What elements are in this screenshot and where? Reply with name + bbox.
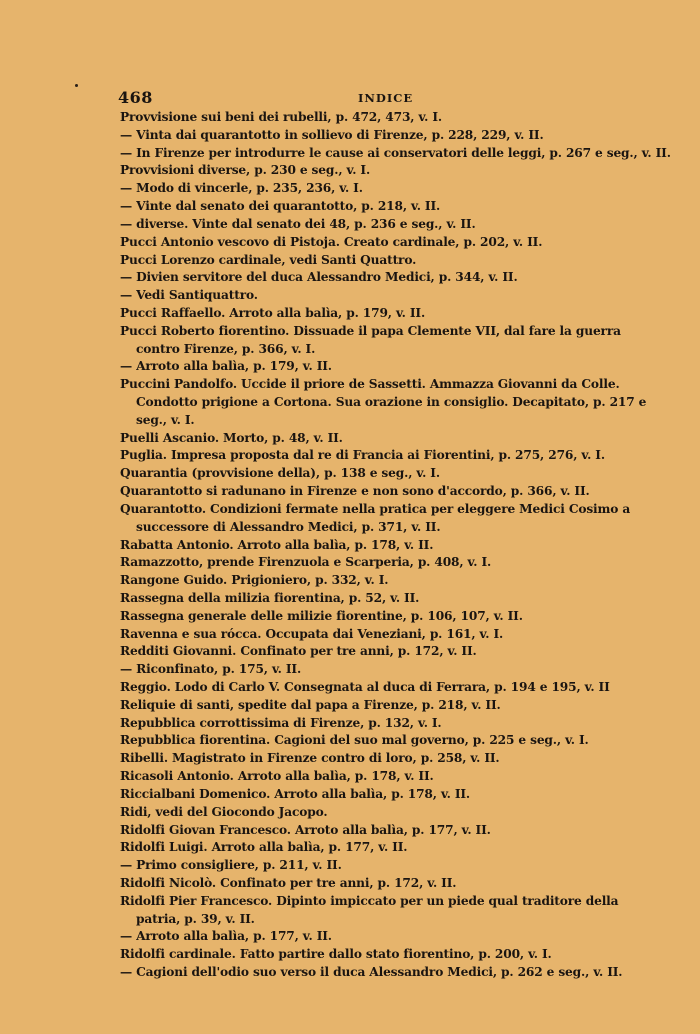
index-entry: Ridolfi Nicolò. Confinato per tre anni, p. 172, v. II. — [120, 875, 457, 890]
index-entry: Rassegna generale delle milizie fiorentine, p. 106, 107, v. II. — [120, 608, 523, 623]
index-entry: Rassegna della milizia fiorentina, p. 52, v. II. — [120, 590, 420, 605]
index-entry: Pucci Antonio vescovo di Pistoja. Creato cardinale, p. 202, v. II. — [120, 234, 543, 249]
index-entry: Puelli Ascanio. Morto, p. 48, v. II. — [120, 430, 343, 445]
index-entry: — Riconfinato, p. 175, v. II. — [120, 662, 302, 677]
index-entry: Reliquie di santi, spedite dal papa a Firenze, p. 218, v. II. — [120, 697, 501, 712]
index-entry: — In Firenze per introdurre le cause ai conservatori delle leggi, p. 267 e seg., v. II. — [120, 145, 671, 160]
index-entry: — Vinta dai quarantotto in sollievo di Firenze, p. 228, 229, v. II. — [120, 127, 544, 142]
index-entry: Ridolfi Luigi. Arroto alla balìa, p. 177, v. II. — [120, 840, 408, 855]
index-entry: — Vedi Santiquattro. — [120, 288, 258, 303]
index-entry: Repubblica fiorentina. Cagioni del suo mal governo, p. 225 e seg., v. I. — [120, 733, 589, 748]
index-entry: Provvisione sui beni dei rubelli, p. 472, 473, v. I. — [120, 110, 443, 124]
index-entry: Provvisioni diverse, p. 230 e seg., v. I. — [120, 163, 371, 178]
index-entry: Ricasoli Antonio. Arroto alla balìa, p. 178, v. II. — [120, 769, 434, 784]
index-entry: Puccini Pandolfo. Uccide il priore de Sassetti. Ammazza Giovanni da Colle. Condotto prigione a Cortona. Sua orazione in consiglio. Decapitato, p. 217 e seg., v. I. — [120, 377, 647, 427]
index-entry: Ramazzotto, prende Firenzuola e Scarperia, p. 408, v. I. — [120, 555, 492, 570]
index-entry: Rangone Guido. Prigioniero, p. 332, v. I. — [120, 573, 389, 588]
running-title: INDICE — [358, 91, 414, 105]
index-entry: Reggio. Lodo di Carlo V. Consegnata al duca di Ferrara, p. 194 e 195, v. II — [120, 680, 610, 694]
ink-speck — [75, 84, 78, 87]
index-entry: — Arroto alla balìa, p. 179, v. II. — [120, 359, 332, 374]
index-entry: Riccialbani Domenico. Arroto alla balìa, p. 178, v. II. — [120, 786, 471, 801]
index-entry: — Primo consigliere, p. 211, v. II. — [120, 858, 342, 873]
index-entry: — Cagioni dell'odio suo verso il duca Alessandro Medici, p. 262 e seg., v. II. — [120, 965, 623, 979]
index-entry: Pucci Lorenzo cardinale, vedi Santi Quattro. — [120, 252, 417, 267]
index-entry: Ridolfi Giovan Francesco. Arroto alla balìa, p. 177, v. II. — [120, 822, 491, 837]
index-entry: Repubblica corrottissima di Firenze, p. 132, v. I. — [120, 715, 442, 730]
index-entry: Redditi Giovanni. Confinato per tre anni, p. 172, v. II. — [120, 644, 477, 659]
index-entry: Ridi, vedi del Giocondo Jacopo. — [120, 804, 328, 819]
index-entry: — Arroto alla balìa, p. 177, v. II. — [120, 929, 332, 944]
index-entry: Ridolfi cardinale. Fatto partire dallo stato fiorentino, p. 200, v. I. — [120, 947, 552, 962]
index-entry: Quarantia (provvisione della), p. 138 e seg., v. I. — [120, 466, 440, 481]
index-entry: Quarantotto. Condizioni fermate nella pratica per eleggere Medici Cosimo a successore di Alessandro Medici, p. 371, v. II. — [120, 501, 631, 534]
index-entry: — Vinte dal senato dei quarantotto, p. 218, v. II. — [120, 199, 441, 214]
index-entry: Quarantotto si radunano in Firenze e non sono d'accordo, p. 366, v. II. — [120, 484, 590, 499]
index-entry: — Divien servitore del duca Alessandro Medici, p. 344, v. II. — [120, 270, 518, 285]
index-entry: Pucci Roberto fiorentino. Dissuade il papa Clemente VII, dal fare la guerra contro Firenze, p. 366, v. I. — [120, 323, 621, 356]
index-entry: Ridolfi Pier Francesco. Dipinto impiccato per un piede qual traditore della patria, p. 39, v. II. — [120, 893, 619, 926]
page-header — [118, 88, 638, 108]
index-entries — [120, 109, 671, 982]
index-entry: Ravenna e sua rócca. Occupata dai Veneziani, p. 161, v. I. — [120, 626, 504, 641]
index-entry: Pucci Raffaello. Arroto alla balìa, p. 179, v. II. — [120, 305, 426, 320]
index-entry: Rabatta Antonio. Arroto alla balìa, p. 178, v. II. — [120, 537, 434, 552]
index-entry: Ribelli. Magistrato in Firenze contro di loro, p. 258, v. II. — [120, 751, 500, 766]
index-entry: Puglia. Impresa proposta dal re di Francia ai Fiorentini, p. 275, 276, v. I. — [120, 448, 605, 463]
index-entry: — diverse. Vinte dal senato dei 48, p. 236 e seg., v. II. — [120, 216, 476, 231]
page-number: 468 — [118, 88, 153, 107]
index-entry: — Modo di vincerle, p. 235, 236, v. I. — [120, 181, 363, 196]
